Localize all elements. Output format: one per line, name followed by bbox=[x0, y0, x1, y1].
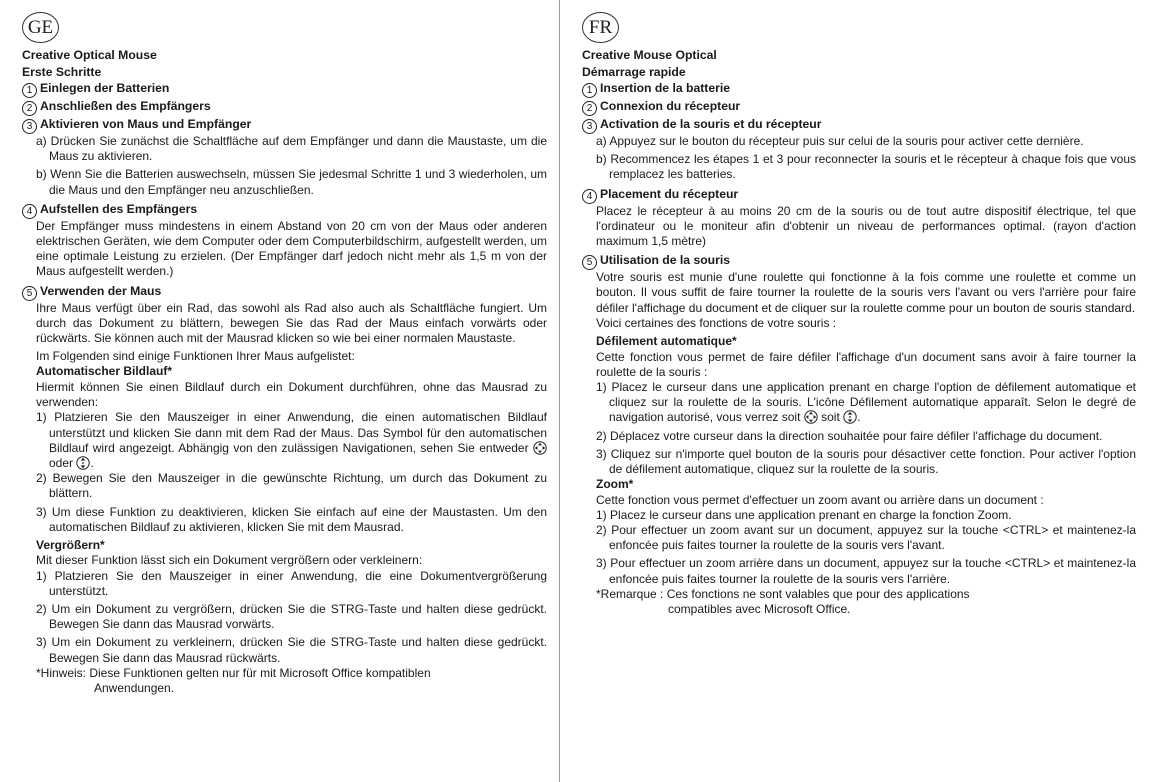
step-title: Activation de la souris et du récepteur bbox=[600, 117, 822, 131]
product-title-fr: Creative Mouse Optical bbox=[582, 48, 717, 62]
step-title: Insertion de la batterie bbox=[600, 81, 731, 95]
step-4-text-fr: Placez le récepteur à au moins 20 cm de la souris ou de tout autre dispositif électrique, tel que l'ordinateur ou le moniteur afin d'obtenir un niveau de performances optimal. (rayon d'action maximum 1,5 mètre) bbox=[596, 203, 1136, 249]
step-title: Einlegen der Batterien bbox=[40, 81, 170, 95]
autoscroll-item-1-fr bbox=[596, 380, 1136, 426]
zoom-item-3-de: 3) Um ein Dokument zu verkleinern, drücken Sie die STRG-Taste und halten diese gedrückt. Bewegen Sie dann das Mausrad rückwärts. bbox=[36, 635, 547, 665]
autoscroll-item-1-de bbox=[36, 410, 547, 471]
step-4-heading-de bbox=[22, 201, 547, 219]
step-number: 1 bbox=[22, 83, 37, 98]
step-title: Utilisation de la souris bbox=[600, 253, 731, 268]
autoscroll-or-text: oder bbox=[49, 455, 74, 470]
language-badge-de: GE bbox=[22, 12, 59, 43]
zoom-item-1-de: 1) Platzieren Sie den Mauszeiger in einer Anwendung, die eine Dokumentvergrößerung unterstützt. bbox=[36, 568, 547, 598]
step-2-heading-de bbox=[22, 98, 547, 116]
quickstart-title-fr: Démarrage rapide bbox=[582, 64, 686, 79]
step-title: Aufstellen des Empfängers bbox=[40, 201, 198, 216]
note-cont-fr: compatibles avec Microsoft Office. bbox=[668, 602, 851, 617]
step-title: Aktivieren von Maus und Empfänger bbox=[40, 117, 252, 131]
step-3-b-de: b) Wenn Sie die Batterien auswechseln, müssen Sie jedesmal Schritte 1 und 3 wiederholen, um die Maus und den Empfänger neu anzuschließen. bbox=[36, 167, 547, 197]
zoom-item-2-fr: 2) Pour effectuer un zoom avant sur un document, appuyez sur la touche <CTRL> et maintenez-la enfoncée puis faites tourner la roulette de la souris vers l'avant. bbox=[596, 523, 1136, 553]
step-title: Anschließen des Empfängers bbox=[40, 99, 211, 113]
step-3-a-fr: a) Appuyez sur le bouton du récepteur puis sur celui de la souris pour activer cette dernière. bbox=[596, 134, 1084, 148]
step-5-text-de: Ihre Maus verfügt über ein Rad, das sowohl als Rad also auch als Schaltfläche fungiert. Um durch das Dokument zu blättern, bewegen Sie das Rad der Maus einfach vorwärts oder rückwärts. Sie können auch mit der Mausrad klicken so wie bei einer normalen Maustaste. bbox=[36, 300, 547, 346]
autoscroll-item-2-de: 2) Bewegen Sie den Mauszeiger in die gewünschte Richtung, um durch das Dokument zu blättern. bbox=[36, 471, 547, 501]
autoscroll-or-text: soit bbox=[821, 410, 840, 425]
step-4-heading-fr bbox=[582, 186, 1136, 204]
autoscroll-vertical-icon bbox=[76, 456, 90, 470]
autoscroll-item-2-fr: 2) Déplacez votre curseur dans la direction souhaitée pour faire défiler l'affichage du document. bbox=[596, 428, 1103, 443]
step-3-b-fr: b) Recommencez les étapes 1 et 3 pour reconnecter la souris et le récepteur à chaque fois que vous remplacez les batteries. bbox=[596, 152, 1136, 182]
autoscroll-item-3-de: 3) Um diese Funktion zu deaktivieren, klicken Sie einfach auf eine der Maustasten. Um den automatischen Bildlauf zu aktivieren, klicken Sie mit dem Mausrad. bbox=[36, 504, 547, 534]
language-badge-fr: FR bbox=[582, 12, 619, 43]
autoscroll-item-1-end: . bbox=[90, 455, 94, 470]
step-number: 2 bbox=[22, 101, 37, 116]
zoom-item-2-de: 2) Um ein Dokument zu vergrößern, drücken Sie die STRG-Taste und halten diese gedrückt. Bewegen Sie dann das Mausrad vorwärts. bbox=[36, 602, 547, 632]
zoom-text-de: Mit dieser Funktion lässt sich ein Dokument vergrößern oder verkleinern: bbox=[36, 553, 423, 568]
product-title-de: Creative Optical Mouse bbox=[22, 48, 157, 62]
step-number: 4 bbox=[22, 204, 37, 219]
autoscroll-title-fr: Défilement automatique* bbox=[596, 334, 737, 349]
zoom-item-3-fr: 3) Pour effectuer un zoom arrière dans un document, appuyez sur la touche <CTRL> et maintenez-la enfoncée puis faites tourner la roulette de la souris vers l'arrière. bbox=[596, 556, 1136, 586]
step-5-text-fr: Votre souris est munie d'une roulette qui fonctionne à la fois comme une roulette et comme un bouton. Il vous suffit de faire tourner la roulette de la souris vers l'avant ou vers l'arrière pour faire défiler l'affichage du document et de cliquer sur la roulette comme pour un bouton de souris standard. bbox=[596, 270, 1136, 315]
german-column bbox=[0, 0, 559, 782]
step-1-heading-fr bbox=[582, 80, 1136, 98]
note-cont-de: Anwendungen. bbox=[94, 681, 175, 696]
autoscroll-title-de: Automatischer Bildlauf* bbox=[36, 364, 173, 379]
autoscroll-vertical-icon bbox=[843, 410, 857, 424]
step-number: 3 bbox=[582, 119, 597, 134]
step-number: 1 bbox=[582, 83, 597, 98]
autoscroll-4way-icon bbox=[804, 410, 818, 424]
step-1-heading-de bbox=[22, 80, 547, 98]
zoom-item-1-fr: 1) Placez le curseur dans une application prenant en charge la fonction Zoom. bbox=[596, 507, 1012, 522]
autoscroll-item-1-text: 1) Platzieren Sie den Mauszeiger in einer Anwendung, die einen automatischen Bildlauf unterstützt und klicken Sie dann mit dem Rad der Maus. Das Symbol für den automatischen Bildlauf wird angezeigt. Abhängig von den zulässigen Navigationen, sehen Sie entweder bbox=[36, 410, 547, 455]
step-5-heading-fr bbox=[582, 252, 1136, 270]
step-number: 5 bbox=[22, 286, 37, 301]
autoscroll-item-3-fr: 3) Cliquez sur n'importe quel bouton de la souris pour désactiver cette fonction. Pour activer l'option de défilement automatique, cliquez sur la roulette de la souris. bbox=[596, 446, 1136, 476]
step-number: 2 bbox=[582, 101, 597, 116]
step-title: Placement du récepteur bbox=[600, 186, 739, 201]
autoscroll-4way-icon bbox=[533, 441, 547, 455]
step-number: 5 bbox=[582, 255, 597, 270]
french-column bbox=[565, 0, 1160, 782]
zoom-text-fr: Cette fonction vous permet d'effectuer un zoom avant ou arrière dans un document : bbox=[596, 492, 1044, 507]
note-fr: *Remarque : Ces fonctions ne sont valables que pour des applications bbox=[596, 586, 970, 601]
quickstart-title-de: Erste Schritte bbox=[22, 64, 102, 79]
autoscroll-text-de: Hiermit können Sie einen Bildlauf durch ein Dokument durchführen, ohne das Mausrad zu verwenden: bbox=[36, 379, 547, 410]
step-title: Verwenden der Maus bbox=[40, 283, 162, 298]
step-5-heading-de bbox=[22, 283, 547, 301]
step-3-heading-fr bbox=[582, 116, 1136, 134]
zoom-title-de: Vergrößern* bbox=[36, 537, 105, 552]
step-number: 3 bbox=[22, 119, 37, 134]
step-3-heading-de bbox=[22, 116, 547, 134]
note-de: *Hinweis: Diese Funktionen gelten nur für mit Microsoft Office kompatiblen bbox=[36, 665, 431, 680]
column-divider bbox=[559, 0, 560, 782]
step-number: 4 bbox=[582, 189, 597, 204]
autoscroll-item-1-text: 1) Placez le curseur dans une application prenant en charge l'option de défilement automatique et cliquez sur la roulette de la souris. L'icône Défilement automatique apparaît. Selon le degré de navigation autorisé, vous verrez soit bbox=[596, 379, 1136, 425]
step-2-heading-fr bbox=[582, 98, 1136, 116]
step-3-a-de: a) Drücken Sie zunächst die Schaltfläche auf dem Empfänger und dann die Maustaste, um die Maus zu aktivieren. bbox=[36, 134, 547, 164]
step-4-text-de: Der Empfänger muss mindestens in einem Abstand von 20 cm von der Maus oder anderen elektrischen Geräten, wie dem Computer oder dem Computerbildschirm, aufgestellt werden, um eine optimale Leistung zu erzielen. (Der Empfänger darf jedoch nicht mehr als 1,5 m von der Maus aufgestellt werden.) bbox=[36, 218, 547, 279]
step-5-intro-fr: Voici certaines des fonctions de votre souris : bbox=[596, 315, 837, 330]
autoscroll-item-1-end: . bbox=[857, 410, 861, 425]
zoom-title-fr: Zoom* bbox=[596, 477, 634, 492]
autoscroll-text-fr: Cette fonction vous permet de faire défiler l'affichage d'un document sans avoir à faire tourner la roulette de la souris : bbox=[596, 349, 1136, 379]
step-title: Connexion du récepteur bbox=[600, 99, 741, 113]
step-5-intro-de: Im Folgenden sind einige Funktionen Ihrer Maus aufgelistet: bbox=[36, 349, 355, 364]
